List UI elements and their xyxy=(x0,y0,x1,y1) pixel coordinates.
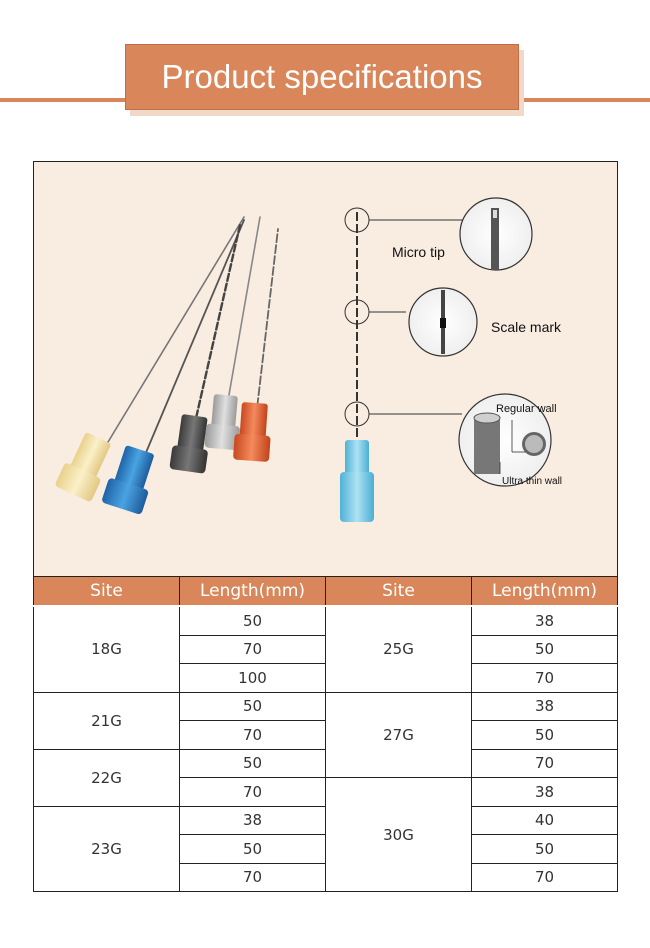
header-site-left: Site xyxy=(34,577,180,607)
spec-table xyxy=(33,576,618,892)
length-cell: 50 xyxy=(472,635,618,664)
needle-illustration xyxy=(34,162,618,576)
length-cell: 50 xyxy=(180,692,326,721)
regular-wall-label: Regular wall xyxy=(496,403,557,415)
table-row xyxy=(34,692,618,721)
length-cell: 70 xyxy=(472,863,618,892)
header-length-right: Length(mm) xyxy=(472,577,618,607)
site-cell: 25G xyxy=(326,606,472,692)
scale-mark-zoom xyxy=(409,288,477,356)
table-row xyxy=(34,606,618,635)
length-cell: 50 xyxy=(472,835,618,864)
site-cell: 18G xyxy=(34,606,180,692)
length-cell: 50 xyxy=(180,749,326,778)
length-cell: 38 xyxy=(472,778,618,807)
spec-table-header xyxy=(34,577,618,607)
site-cell: 22G xyxy=(34,749,180,806)
header-length-left: Length(mm) xyxy=(180,577,326,607)
ultra-thin-wall-label: Ultra thin wall xyxy=(502,476,563,487)
length-cell: 50 xyxy=(180,606,326,635)
length-cell: 70 xyxy=(472,749,618,778)
length-cell: 70 xyxy=(180,721,326,750)
length-cell: 70 xyxy=(180,863,326,892)
length-cell: 100 xyxy=(180,664,326,693)
site-cell: 21G xyxy=(34,692,180,749)
length-cell: 70 xyxy=(180,778,326,807)
length-cell: 70 xyxy=(180,635,326,664)
length-cell: 70 xyxy=(472,664,618,693)
micro-tip-zoom xyxy=(460,198,532,270)
header-site-right: Site xyxy=(326,577,472,607)
length-cell: 38 xyxy=(472,606,618,635)
site-cell: 30G xyxy=(326,778,472,892)
length-cell: 38 xyxy=(180,806,326,835)
page-title: Product specifications xyxy=(125,44,519,110)
scale-mark-label: Scale mark xyxy=(491,319,562,335)
length-cell: 40 xyxy=(472,806,618,835)
needle-hub-cyan xyxy=(340,440,374,522)
site-cell: 23G xyxy=(34,806,180,892)
product-photo xyxy=(33,161,618,576)
site-cell: 27G xyxy=(326,692,472,778)
needle-hub-blue xyxy=(101,443,160,515)
length-cell: 50 xyxy=(180,835,326,864)
micro-tip-label: Micro tip xyxy=(392,244,445,260)
length-cell: 50 xyxy=(472,721,618,750)
length-cell: 38 xyxy=(472,692,618,721)
